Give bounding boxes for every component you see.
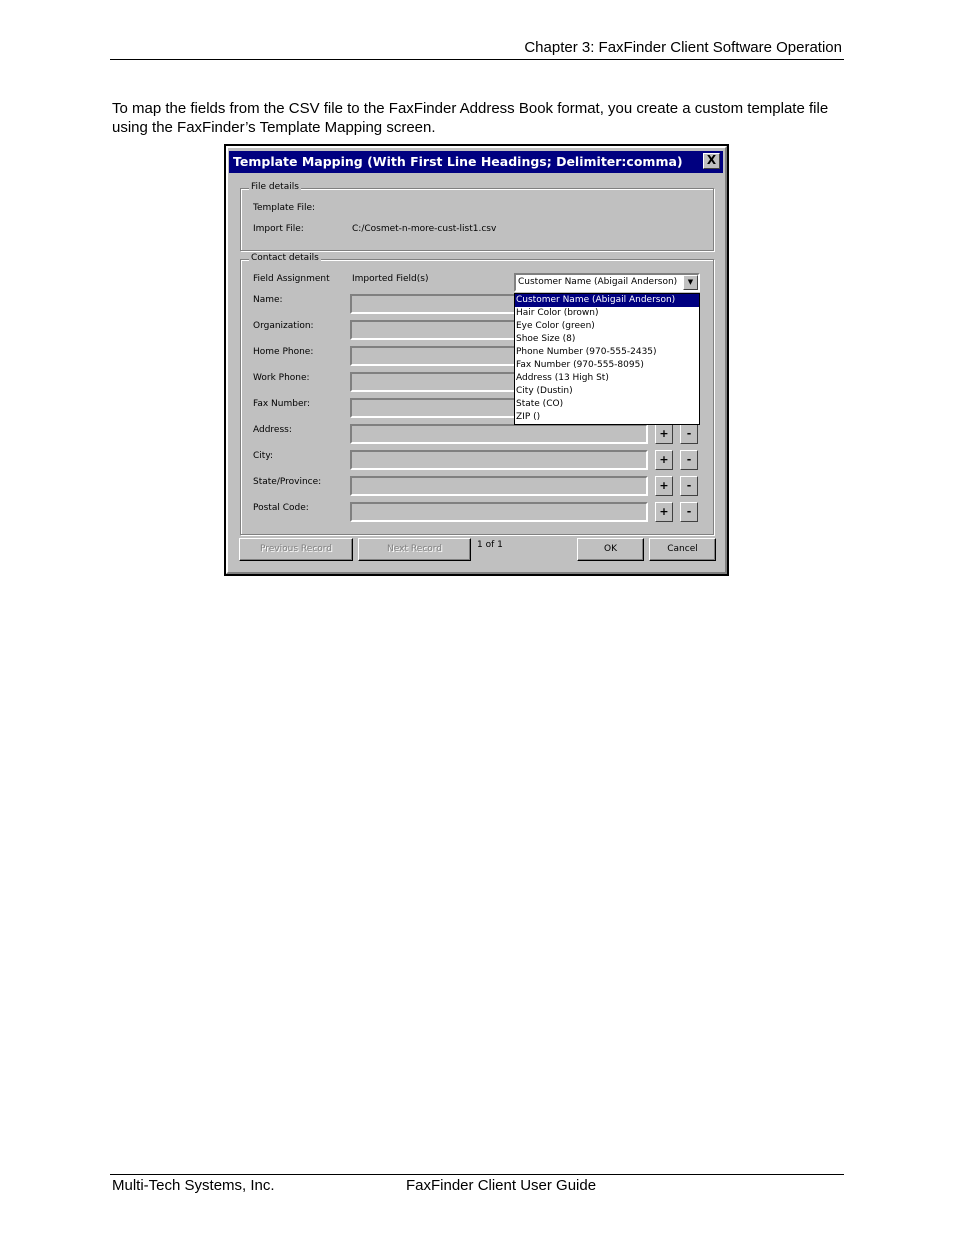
close-icon: X: [706, 153, 717, 167]
postal-code-remove-button[interactable]: -: [680, 502, 698, 522]
dropdown-option[interactable]: Fax Number (970-555-8095): [516, 360, 644, 370]
close-button[interactable]: [703, 153, 720, 169]
record-counter: 1 of 1: [477, 540, 503, 550]
dialog-title: Template Mapping (With First Line Headings; Delimiter:comma): [233, 154, 683, 169]
state-province-label: State/Province:: [253, 477, 322, 487]
cancel-button[interactable]: Cancel: [649, 538, 716, 561]
postal-code-add-button[interactable]: +: [655, 502, 673, 522]
previous-record-button[interactable]: Previous Record: [239, 538, 353, 561]
footer-rule: [110, 1174, 844, 1175]
address-field[interactable]: [350, 424, 648, 444]
contact-details-legend: Contact details: [251, 253, 319, 263]
state-add-button[interactable]: +: [655, 476, 673, 496]
chevron-down-icon[interactable]: ▼: [683, 275, 698, 290]
fax-number-label: Fax Number:: [253, 399, 311, 409]
address-add-button[interactable]: +: [655, 424, 673, 444]
work-phone-label: Work Phone:: [253, 373, 310, 383]
template-mapping-dialog: [224, 144, 729, 576]
dropdown-option[interactable]: ZIP (): [516, 412, 541, 422]
import-file-label: Import File:: [253, 224, 304, 234]
imported-field-selected: Customer Name (Abigail Anderson): [518, 277, 678, 287]
dropdown-option[interactable]: Shoe Size (8): [516, 334, 576, 344]
name-label: Name:: [253, 295, 283, 305]
postal-code-field[interactable]: [350, 502, 648, 522]
template-file-label: Template File:: [253, 203, 316, 213]
city-remove-button[interactable]: -: [680, 450, 698, 470]
footer-guide-title: FaxFinder Client User Guide: [406, 1177, 597, 1194]
dropdown-option[interactable]: State (CO): [516, 399, 564, 409]
dropdown-option[interactable]: Phone Number (970-555-2435): [516, 347, 657, 357]
running-header: Chapter 3: FaxFinder Client Software Operation: [524, 39, 842, 56]
imported-field-dropdown[interactable]: [514, 293, 700, 425]
state-province-field[interactable]: [350, 476, 648, 496]
dropdown-option[interactable]: Hair Color (brown): [516, 308, 599, 318]
file-details-group: [240, 182, 714, 251]
dropdown-option[interactable]: Eye Color (green): [516, 321, 595, 331]
address-label: Address:: [253, 425, 292, 435]
city-label: City:: [253, 451, 274, 461]
postal-code-label: Postal Code:: [253, 503, 309, 513]
footer-company: Multi-Tech Systems, Inc.: [112, 1177, 275, 1194]
import-file-value: C:/Cosmet-n-more-cust-list1.csv: [352, 224, 497, 234]
dropdown-option[interactable]: City (Dustin): [516, 386, 573, 396]
field-assignment-header: Field Assignment: [253, 274, 330, 284]
ok-button[interactable]: OK: [577, 538, 644, 561]
next-record-button[interactable]: Next Record: [358, 538, 471, 561]
home-phone-label: Home Phone:: [253, 347, 314, 357]
intro-paragraph: To map the fields from the CSV file to the FaxFinder Address Book format, you create a custom template file using the FaxFinder’s Template Mapping screen.: [112, 100, 829, 136]
imported-field-select[interactable]: [514, 273, 700, 292]
file-details-legend: File details: [251, 182, 299, 192]
dropdown-option[interactable]: Address (13 High St): [516, 373, 609, 383]
imported-fields-header: Imported Field(s): [352, 274, 429, 284]
address-remove-button[interactable]: -: [680, 424, 698, 444]
city-add-button[interactable]: +: [655, 450, 673, 470]
dialog-titlebar[interactable]: [229, 151, 723, 173]
organization-label: Organization:: [253, 321, 314, 331]
state-remove-button[interactable]: -: [680, 476, 698, 496]
city-field[interactable]: [350, 450, 648, 470]
header-rule: [110, 59, 844, 60]
dropdown-option[interactable]: Customer Name (Abigail Anderson): [515, 294, 699, 307]
